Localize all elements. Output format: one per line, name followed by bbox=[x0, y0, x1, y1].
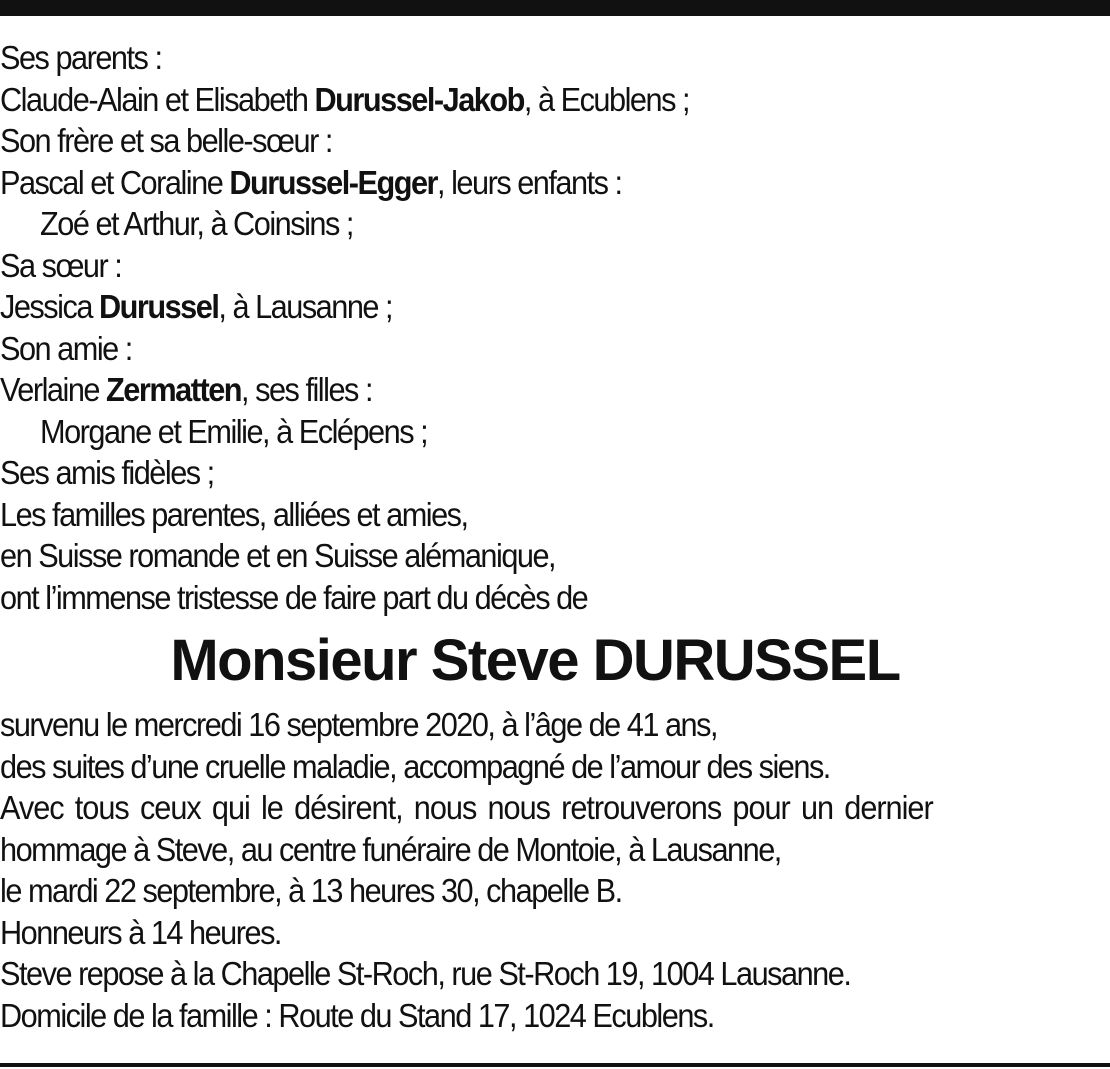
family-line-children: Zoé et Arthur, à Coinsins ; bbox=[39, 205, 353, 242]
obituary-notice bbox=[0, 37, 1110, 1036]
deceased-name: Monsieur Steve DURUSSEL bbox=[170, 628, 900, 693]
family-surname: Zermatten bbox=[106, 371, 242, 408]
family-line-regions: en Suisse romande et en Suisse alémanique, bbox=[0, 537, 556, 574]
family-line-partner-heading: Son amie : bbox=[0, 329, 132, 367]
family-line-parents: Claude-Alain et Elisabeth Durussel-Jakob, à Ecublens ; bbox=[0, 80, 690, 118]
family-line-relatives: Les familles parentes, alliées et amies, bbox=[0, 495, 468, 533]
detail-line-death-date: survenu le mercredi 16 septembre 2020, à l’âge de 41 ans, bbox=[0, 706, 718, 743]
family-line-parents-heading: Ses parents : bbox=[0, 39, 162, 76]
family-line-partner: Verlaine Zermatten, ses filles : bbox=[0, 371, 372, 408]
family-line-brother-heading: Son frère et sa belle-sœur : bbox=[0, 122, 332, 159]
family-surname: Durussel-Egger bbox=[229, 163, 438, 201]
bottom-rule bbox=[0, 1063, 1110, 1067]
family-line-sister: Jessica Durussel, à Lausanne ; bbox=[0, 288, 393, 325]
family-line-friends: Ses amis fidèles ; bbox=[0, 454, 214, 491]
detail-line-ceremony-time: le mardi 22 septembre, à 13 heures 30, chapelle B. bbox=[0, 872, 622, 909]
detail-line-honours: Honneurs à 14 heures. bbox=[0, 913, 281, 951]
family-surname: Durussel-Jakob bbox=[314, 80, 524, 118]
detail-line-ceremony-place: hommage à Steve, au centre funéraire de Montoie, à Lausanne, bbox=[0, 830, 781, 868]
detail-line-family-address: Domicile de la famille : Route du Stand 17, 1024 Ecublens. bbox=[0, 996, 714, 1034]
detail-line-circumstances: des suites d’une cruelle maladie, accompagné de l’amour des siens. bbox=[0, 747, 830, 785]
family-line-sister-heading: Sa sœur : bbox=[0, 246, 122, 284]
family-surname: Durussel bbox=[98, 288, 219, 325]
top-rule bbox=[0, 0, 1110, 16]
detail-line-resting-place: Steve repose à la Chapelle St-Roch, rue St-Roch 19, 1004 Lausanne. bbox=[0, 955, 851, 992]
family-line-daughters: Morgane et Emilie, à Eclépens ; bbox=[39, 412, 428, 450]
family-line-announcement: ont l’immense tristesse de faire part du décès de bbox=[0, 578, 588, 616]
family-line-brother: Pascal et Coraline Durussel-Egger, leurs enfants : bbox=[0, 163, 622, 201]
detail-line-invitation: Avec tous ceux qui le désirent, nous nous retrouverons pour un dernier bbox=[0, 789, 933, 826]
